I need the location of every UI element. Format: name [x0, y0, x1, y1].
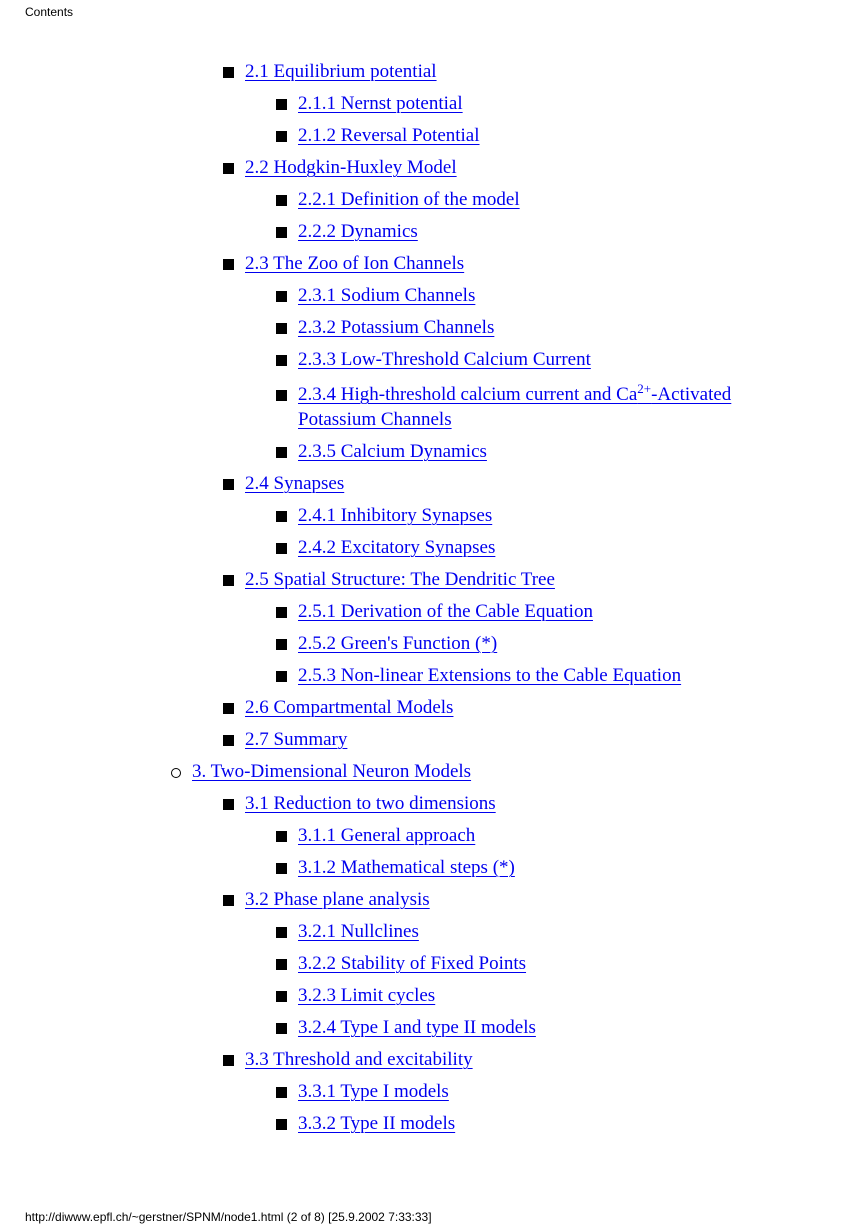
filled-square-bullet-icon — [276, 631, 294, 656]
filled-square-bullet-icon — [223, 251, 241, 276]
toc-link[interactable]: 2.2.2 Dynamics — [298, 221, 418, 242]
toc-link[interactable]: 2.3.2 Potassium Channels — [298, 317, 495, 338]
filled-square-bullet-icon — [276, 919, 294, 944]
toc-link[interactable]: 3.2 Phase plane analysis — [245, 889, 430, 910]
filled-square-bullet-icon — [223, 155, 241, 180]
toc-link[interactable]: 3. Two-Dimensional Neuron Models — [192, 761, 472, 782]
filled-square-bullet-icon — [223, 887, 241, 912]
filled-square-bullet-icon — [276, 347, 294, 372]
toc-link[interactable]: 2.5.2 Green's Function (*) — [298, 633, 498, 654]
toc-link[interactable]: 2.2.1 Definition of the model — [298, 189, 520, 210]
filled-square-bullet-icon — [223, 1047, 241, 1072]
filled-square-bullet-icon — [276, 1111, 294, 1136]
toc-link[interactable]: 3.3.1 Type I models — [298, 1081, 449, 1102]
toc-link[interactable]: 3.2.3 Limit cycles — [298, 985, 436, 1006]
filled-square-bullet-icon — [276, 951, 294, 976]
filled-square-bullet-icon — [223, 791, 241, 816]
filled-square-bullet-icon — [276, 983, 294, 1008]
toc-link[interactable]: 2.3 The Zoo of Ion Channels — [245, 253, 465, 274]
toc-link[interactable]: 3.2.2 Stability of Fixed Points — [298, 953, 527, 974]
filled-square-bullet-icon — [276, 283, 294, 308]
toc-link[interactable]: 3.1.2 Mathematical steps (*) — [298, 857, 515, 878]
toc-link[interactable]: 3.1.1 General approach — [298, 825, 476, 846]
filled-square-bullet-icon — [276, 91, 294, 116]
filled-square-bullet-icon — [223, 567, 241, 592]
filled-square-bullet-icon — [276, 123, 294, 148]
toc-link[interactable]: 2.3.1 Sodium Channels — [298, 285, 476, 306]
open-circle-bullet-icon — [170, 759, 188, 784]
toc-link[interactable]: 2.3.3 Low-Threshold Calcium Current — [298, 349, 591, 370]
toc-link[interactable]: 2.1 Equilibrium potential — [245, 61, 437, 82]
toc-link[interactable]: 2.1.2 Reversal Potential — [298, 125, 480, 146]
toc-link[interactable]: 3.2.4 Type I and type II models — [298, 1017, 536, 1038]
toc-link[interactable]: 2.2 Hodgkin-Huxley Model — [245, 157, 457, 178]
toc-link[interactable]: 2.7 Summary — [245, 729, 348, 750]
filled-square-bullet-icon — [276, 315, 294, 340]
filled-square-bullet-icon — [223, 727, 241, 752]
toc-link[interactable]: 3.3 Threshold and excitability — [245, 1049, 473, 1070]
filled-square-bullet-icon — [276, 535, 294, 560]
toc-link[interactable]: 2.3.4 High-threshold calcium current and Ca$^{2+}$-Activated Potassium Channels — [298, 381, 732, 430]
filled-square-bullet-icon — [276, 599, 294, 624]
filled-square-bullet-icon — [276, 439, 294, 464]
toc-link[interactable]: 2.6 Compartmental Models — [245, 697, 454, 718]
filled-square-bullet-icon — [276, 1079, 294, 1104]
toc-link[interactable]: 3.1 Reduction to two dimensions — [245, 793, 496, 814]
filled-square-bullet-icon — [223, 59, 241, 84]
toc-link[interactable]: 2.1.1 Nernst potential — [298, 93, 463, 114]
filled-square-bullet-icon — [223, 471, 241, 496]
toc-link[interactable]: 2.4.2 Excitatory Synapses — [298, 537, 496, 558]
filled-square-bullet-icon — [276, 855, 294, 880]
filled-square-bullet-icon — [276, 503, 294, 528]
filled-square-bullet-icon — [276, 1015, 294, 1040]
filled-square-bullet-icon — [276, 187, 294, 212]
filled-square-bullet-icon — [276, 663, 294, 688]
toc-link[interactable]: 2.5.3 Non-linear Extensions to the Cable Equation — [298, 665, 682, 686]
toc-link[interactable]: 2.3.5 Calcium Dynamics — [298, 441, 487, 462]
toc-link[interactable]: 2.4 Synapses — [245, 473, 345, 494]
toc-link[interactable]: 2.5.1 Derivation of the Cable Equation — [298, 601, 593, 622]
toc-link[interactable]: 2.5 Spatial Structure: The Dendritic Tree — [245, 569, 555, 590]
toc-link[interactable]: 3.3.2 Type II models — [298, 1113, 456, 1134]
filled-square-bullet-icon — [276, 382, 294, 407]
filled-square-bullet-icon — [223, 695, 241, 720]
page-header-title: Contents — [25, 5, 74, 19]
toc-link[interactable]: 2.4.1 Inhibitory Synapses — [298, 505, 493, 526]
filled-square-bullet-icon — [276, 219, 294, 244]
page-footer-url: http://diwww.epfl.ch/~gerstner/SPNM/node1.html (2 of 8) [25.9.2002 7:33:33] — [25, 1210, 432, 1224]
toc-link[interactable]: 3.2.1 Nullclines — [298, 921, 419, 942]
filled-square-bullet-icon — [276, 823, 294, 848]
